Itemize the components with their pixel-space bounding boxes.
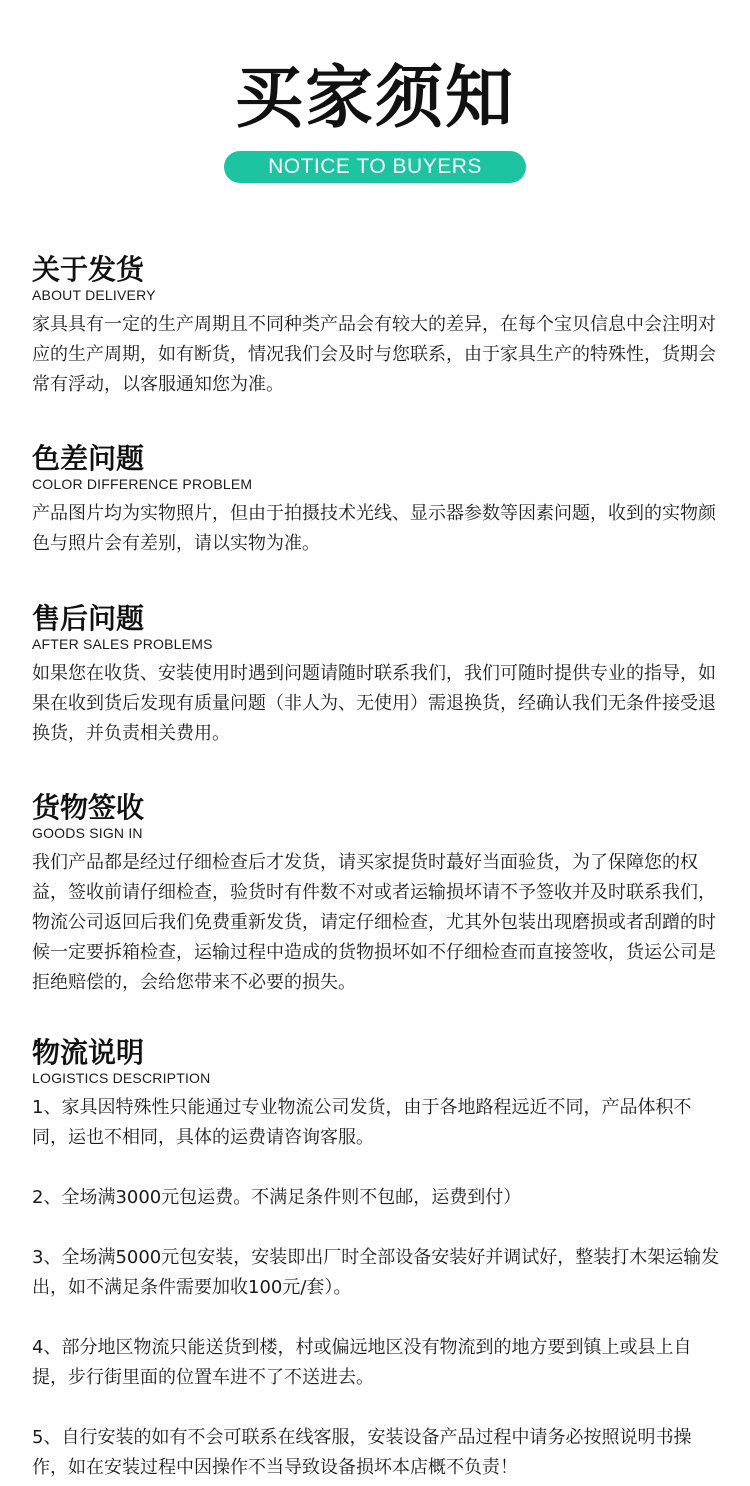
logistics-item: 5、自行安装的如有不会可联系在线客服，安装设备产品过程中请务必按照说明书操作，如在安装过程中因操作不当导致设备损坏本店概不负责！ bbox=[32, 1427, 692, 1478]
section-subtitle: AFTER SALES PROBLEMS bbox=[32, 636, 213, 652]
notice-subtitle-badge: NOTICE TO BUYERS bbox=[224, 151, 526, 183]
section-title: 售后问题 bbox=[32, 602, 145, 635]
section-paragraph: 如果您在收货、安装使用时遇到问题请随时联系我们，我们可随时提供专业的指导，如果在收到货后发现有质量问题（非人为、无使用）需退换货，经确认我们无条件接受退换货，并负责相关费用。 bbox=[32, 663, 716, 744]
section-subtitle: LOGISTICS DESCRIPTION bbox=[32, 1070, 211, 1086]
logistics-item: 4、部分地区物流只能送货到楼，村或偏远地区没有物流到的地方要到镇上或县上自提，步行街里面的位置车进不了不送进去。 bbox=[32, 1337, 692, 1388]
section-subtitle: COLOR DIFFERENCE PROBLEM bbox=[32, 476, 253, 492]
logistics-item: 1、家具因特殊性只能通过专业物流公司发货，由于各地路程远近不同，产品体积不同，运也不相同，具体的运费请咨询客服。 bbox=[32, 1097, 692, 1148]
section-about-delivery bbox=[32, 252, 722, 400]
section-paragraph: 我们产品都是经过仔细检查后才发货，请买家提货时蕞好当面验货，为了保障您的权益，签收前请仔细检查，验货时有件数不对或者运输损坏请不予签收并及时联系我们，物流公司返回后我们免费重新发货，请定仔细检查，尤其外包装出现磨损或者刮蹭的时候一定要拆箱检查，运输过程中造成的货物损坏如不仔细检查而直接签收，货运公司是拒绝赔偿的，会给您带来不必要的损失。 bbox=[32, 852, 716, 993]
section-body bbox=[32, 659, 722, 749]
section-body bbox=[32, 848, 722, 998]
section-subtitle: GOODS SIGN IN bbox=[32, 825, 143, 841]
section-goods-sign-in bbox=[32, 790, 722, 998]
section-title: 货物签收 bbox=[32, 791, 145, 824]
section-after-sales bbox=[32, 601, 722, 749]
section-paragraph: 家具具有一定的生产周期且不同种类产品会有较大的差异，在每个宝贝信息中会注明对应的生产周期，如有断货，情况我们会及时与您联系，由于家具生产的特殊性，货期会常有浮动，以客服通知您为准。 bbox=[32, 314, 716, 395]
section-subtitle: ABOUT DELIVERY bbox=[32, 287, 156, 303]
section-body bbox=[32, 1093, 722, 1483]
section-title: 关于发货 bbox=[32, 253, 145, 286]
logistics-item: 3、全场满5000元包安装，安装即出厂时全部设备安装好并调试好，整装打木架运输发出，如不满足条件需要加收100元/套）。 bbox=[32, 1247, 720, 1298]
section-title: 物流说明 bbox=[32, 1036, 145, 1069]
section-logistics bbox=[32, 1035, 722, 1483]
section-body bbox=[32, 310, 722, 400]
section-title: 色差问题 bbox=[32, 442, 145, 475]
logistics-item: 2、全场满3000元包运费。不满足条件则不包邮，运费到付） bbox=[32, 1187, 522, 1208]
section-body bbox=[32, 499, 722, 559]
section-color-difference bbox=[32, 441, 722, 559]
page-title: 买家须知 bbox=[234, 59, 515, 138]
section-paragraph: 产品图片均为实物照片，但由于拍摄技术光线、显示器参数等因素问题，收到的实物颜色与照片会有差别，请以实物为准。 bbox=[32, 503, 716, 554]
